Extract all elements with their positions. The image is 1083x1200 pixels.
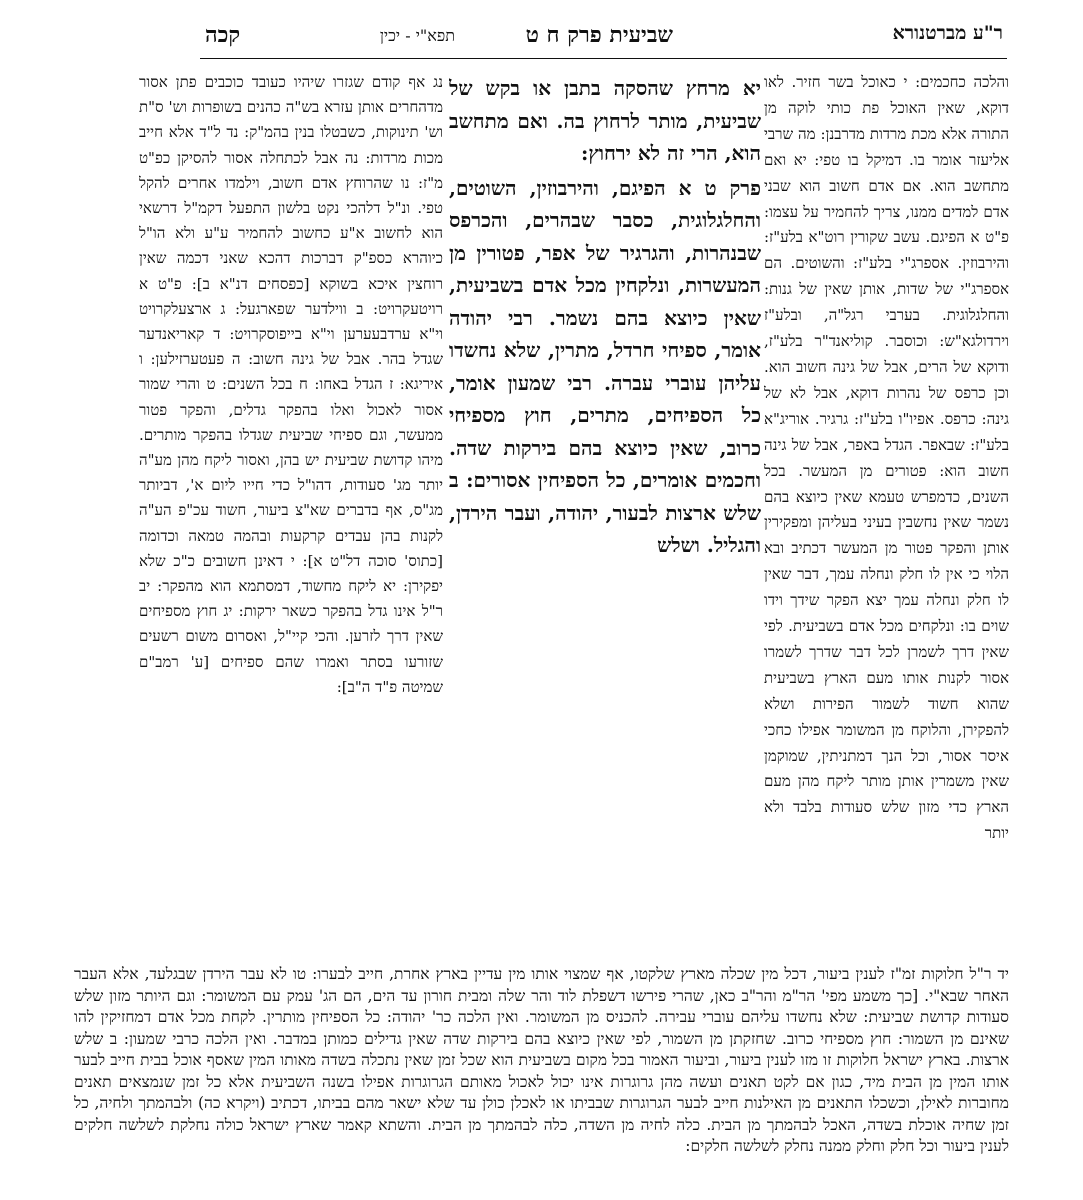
header-commentary-cite: תפא"י - יכין — [379, 26, 455, 45]
mishna-intro-text: יא מרחץ שהסקה בתבן או בקש של שביעית, מותר לרחוץ בה. ואם מתחשב הוא, הרי זה לא ירחוץ: — [449, 76, 761, 165]
page-header — [205, 22, 1003, 58]
bartenura-commentary-text: והלכה כחכמים: י כאוכל בשר חזיר. לאו דוקא, שאין האוכל פת כותי לוקה מן התורה אלא מכת מרדות מדרבנן: מה שרבי אליעזר אומר בו. דמיקל בו טפי: יא ואם מתחשב הוא. אם אדם חשוב הוא שבני אדם למדים ממנו, צריך להחמיר על עצמו: פ"ט א הפיגם. עשב שקורין רוט"א בלע"ז: והירבוזין. אספרג"י בלע"ז: והשוטים. הם אספרג"י של שדות, אותן שאין של גנות: והחלגלוגית. בערבי רגל"ה, ובלע"ז וירדולגא"ש: וכוסבר. קוליאנד"ר בלע"ז, ודוקא של הרים, אבל של גינה חשוב הוא. וכן כרפס של נהרות דוקא, אבל לא של גינה: כרפס. אפיו"ו בלע"ז: גרגיר. אוריג"א בלע"ז: שבאפר. הגדל באפר, אבל של גינה חשוב הוא: פטורים מן המעשר. בכל השנים, כדמפרש טעמא שאין כיוצא בהם נשמר שאין נחשבין בעיני בעליהן ומפקירין אותן והפקר פטור מן המעשר דכתיב ובא הלוי כי אין לו חלק ונחלה עמך, דבר שאין לו חלק ונחלה עמך יצא הפקר שידך וידו שוים בו: ונלקחים מכל אדם בשביעית. לפי שאין דרך לשמרן לכל דבר שדרך לשמרו אסור לקנות אותו מעם הארץ בשביעית שהוא חשוד לשמור הפירות ושלא להפקירן, והלוקח מן המשומר אפילו כחכי איסר אסור, וכל הנך דמתניתין, שמוקמן שאין משמרין אותן מותר ליקח מהן מעם הארץ כדי מזון שלש סעודות בלבד ולא יותר — [764, 73, 1009, 843]
mishna-main-text: פרק ט א הפיגם, והירבוזין, השוטים, והחלגלוגית, כסבר שבהרים, והכרפס שבנהרות, והגרגיר של אפר, פטורין מן המעשרות, ונלקחין מכל אדם בשביעית, שאין כיוצא בהם נשמר. רבי יהודה אומר, ספיחי חרדל, מתרין, שלא נחשדו עליהן עוברי עברה. רבי שמעון אומר, כל הספיחים, מתרים, חוץ מספיחי כרוב, שאין כיוצא בהם בירקות שדה. וחכמים אומרים, כל הספיחין אסורים: ב שלש ארצות לבעור, יהודה, ועבר הירדן, והגליל. ושלש — [449, 175, 761, 557]
tiferet-yisrael-commentary-text: נג אף קודם שגזרו שיהיו כעובד כוכבים פתן אסור מדהחרים אותן עזרא בש"ה כהנים בשופרות וש' ס"ת וש' תינוקות, כשבטלו בנין בהמ"ק: נד ל"ד אלא חייב מכות מרדות: נה אבל לכתחלה אסור להסיקן כפ"ט מ"ז: נו שהרוחץ אדם חשוב, וילמדו אחרים להקל טפי. ונ"ל דלהכי נקט בלשון התפעל דקמ"ל דרשאי הוא לחשוב א"ע כחשוב להחמיר ע"ע ולא הו"ל כיוהרא כספ"ק דברכות דהכא שאני דכמה שאין רוחצין איכא בשוקא [כפסחים דנ"א ב]: פ"ט א רויטעקרויט: ב ווילדער שפארגעל: ג ארצעלקרויט וי"א ערדבעערען וי"א בייפוסקרויט: ד קאריאנדער שגדל בהר. אבל של גינה חשוב: ה פעטערזילען: ו איריגא: ז הגדל באחו: ח בכל השנים: ט והרי שמור אסור לאכול ואלו בהפקר גדלים, והפקר פטור ממעשר, וגם ספיחי שביעית שגדלו בהפקר מותרים. מיהו קדושת שביעית יש בהן, ואסור ליקח מהן מע"ה יותר מג' סעודות, דהו"ל כדי חייו ליום א', דביותר מג"ס, אף בדברים שא"צ ביעור, חשוד עכ"פ הע"ה לקנות בהן עבדים קרקעות ובהמה טמאה וכדומה [כתוס' סוכה דל"ט א]: י דאינן חשובים כ"כ שלא יפקירן: יא ליקח מחשוד, דמסתמא הוא מהפקר: יב ר"ל אינו גדל בהפקר כשאר ירקות: יג חוץ מספיחים שאין דרך לזרען. והכי קיי"ל, ואסרום משום רשעים שזורעו בסתר ואמרו שהם ספיחים [ע' רמב"ם שמיטה פ"ד ה"ב]: — [139, 73, 443, 696]
header-page-number: קכה — [205, 22, 241, 48]
mishna-column — [449, 70, 761, 562]
bottom-commentary-block — [74, 964, 1009, 1180]
header-divider — [200, 58, 1007, 59]
bottom-commentary-text: יד ר"ל חלוקות זמ"ז לענין ביעור, דכל מין שכלה מארץ שלקטו, אף שמצוי אותו מין עדיין בארץ אחרת, חייב לבערו: טו לא עבר הירדן שבגלעד, אלא העבר האחר שבא"י. [כך משמע מפי' הר"מ והר"ב כאן, שהרי פירשו דשפלת לוד והר שלה ומבית חורון עד הים, הם הג' עמק עם המשומר: וגם היותר מזון שלש סעודות קדושת שביעית: שלא נחשדו עליהם עוברי עבירה. להכניס מן המשומר. ואין הלכה כר' יהודה: כל הספיחין מותרין. לקחת מכל אדם דמחזיקין להו שאינם מן השמור: חוץ מספיחי כרוב. שחזקתן מן השמור, לפי שאין כיוצא בהם בירקות שדה שאין גדילים כמותן במדבר. ואין הלכה כרבי שמעון: ב שלש ארצות. בארץ ישראל חלוקות זו מזו לענין ביעור, וביעור האמור בכל מקום בשביעית הוא שכל זמן שאין נתכלה בשדה מאותו המין שאסף אוכל בבית חייב לבער אותו המין מן הבית מיד, כגון אם לקט תאנים ועשה מהן גרוגרות אינו יכול לאכול מאותם הגרוגרות אפילו בשנה השביעית אלא כל זמן שנמצאים תאנים מחוברות לאילן, וכשכלו התאנים מן האילנות חייב לבער הגרוגרות שבביתו או לאכלן כולן עד שלא ישאר מהם בביתו, דכתיב (ויקרא כה) ולבהמתך ולחיה, כל זמן שחיה אוכלת בשדה, האכל לבהמתך מן הבית. כלה לחיה מן השדה, כלה לבהמתך מן הבית. והשתא קאמר שארץ ישראל כולה נחלקת לשלשה חלקים לענין ביעור וכל חלק וחלק ממנה נחלק לשלשה חלקים: — [74, 965, 1009, 1155]
bartenura-commentary-column — [764, 70, 1009, 960]
header-tractate-title: שביעית פרק ח ט — [525, 22, 673, 48]
header-commentary-name: ר"ע מברטנורא — [892, 22, 1003, 44]
tiferet-yisrael-commentary-column — [139, 70, 443, 960]
